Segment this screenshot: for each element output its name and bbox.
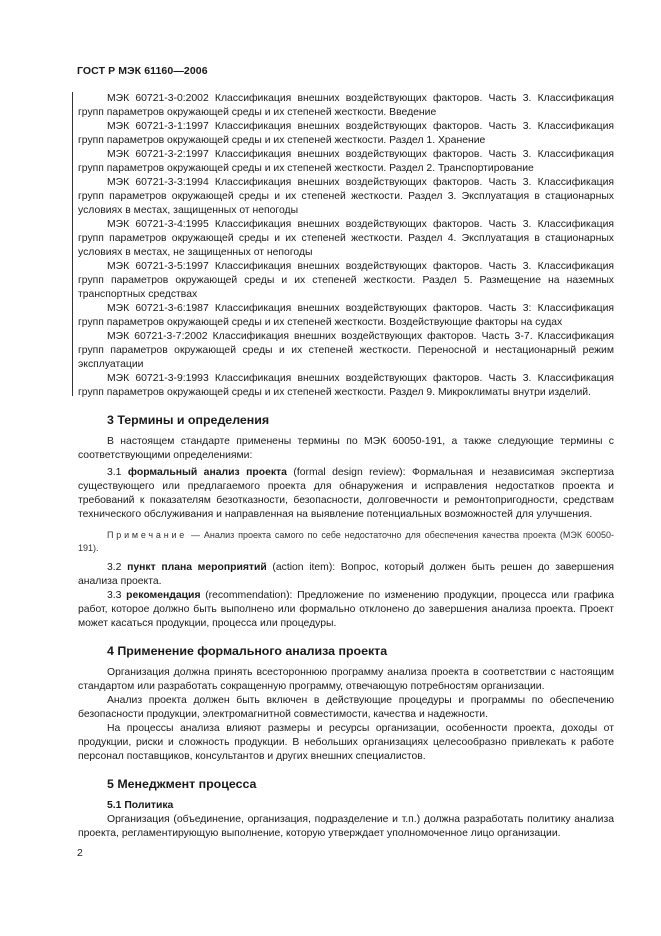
term-definition: (action item): Вопрос, который должен быть решен до завершения анализа проекта.: [78, 562, 614, 587]
term-definition: (recommendation): Предложение по изменению продукции, процесса или графика работ, которое должно быть выполнено или формально отклонено до завершения анализа проекта. Проект может касаться продукции, процесса или процедуры.: [78, 590, 614, 629]
reference-item: МЭК 60721-3-0:2002 Классификация внешних воздействующих факторов. Часть 3. Классификация групп параметров окружающей среды и их степеней жесткости. Введение: [78, 93, 614, 118]
normative-references: [78, 92, 614, 400]
reference-item: МЭК 60721-3-9:1993 Классификация внешних воздействующих факторов. Часть 3. Классификация групп параметров окружающей среды и их степеней жесткости. Раздел 9. Микроклиматы внутри изделий.: [78, 373, 614, 398]
section-4-paragraph: На процессы анализа влияют размеры и ресурсы организации, особенности проекта, доходы от продукции, риски и сложность продукции. В небольших организациях целесообразно привлекать к работе персонал поставщиков, консультантов и других внешних специалистов.: [78, 723, 614, 762]
page-header: ГОСТ Р МЭК 61160—2006: [77, 65, 208, 77]
reference-item: МЭК 60721-3-2:1997 Классификация внешних воздействующих факторов. Часть 3. Классификация групп параметров окружающей среды и их степеней жесткости. Раздел 2. Транспортирование: [78, 149, 614, 174]
reference-item: МЭК 60721-3-4:1995 Классификация внешних воздействующих факторов. Часть 3. Классификация групп параметров окружающей среды и их степеней жесткости. Раздел 4. Эксплуатация в стационарных условиях в местах, не защищенных от непогоды: [78, 219, 614, 258]
reference-item: МЭК 60721-3-6:1987 Классификация внешних воздействующих факторов. Часть 3: Классификация групп параметров окружающей среды и их степеней жесткости. Воздействующие факторы на судах: [78, 303, 614, 328]
section-5-heading: 5 Менеджмент процесса: [107, 777, 257, 791]
term-name: пункт плана мероприятий: [127, 562, 267, 573]
note: [78, 529, 614, 555]
term-name: формальный анализ проекта: [127, 467, 287, 478]
note-text: — Анализ проекта самого по себе недостаточно для обеспечения качества проекта (МЭК 60050-191).: [78, 530, 614, 553]
reference-item: МЭК 60721-3-5:1997 Классификация внешних воздействующих факторов. Часть 3. Классификация групп параметров окружающей среды и их степеней жесткости. Раздел 5. Размещение на наземных транспортных средствах: [78, 261, 614, 300]
subsection-5-1-heading: 5.1 Политика: [107, 800, 174, 811]
change-bar: [72, 92, 73, 396]
section-4-heading: 4 Применение формального анализа проекта: [107, 644, 388, 658]
reference-item: МЭК 60721-3-3:1994 Классификация внешних воздействующих факторов. Часть 3. Классификация групп параметров окружающей среды и их степеней жесткости. Раздел 3. Эксплуатация в стационарных условиях в местах, защищенных от непогоды: [78, 177, 614, 216]
section-3-heading: 3 Термины и определения: [107, 413, 270, 427]
reference-item: МЭК 60721-3-1:1997 Классификация внешних воздействующих факторов. Часть 3. Классификация групп параметров окружающей среды и их степеней жесткости. Раздел 1. Хранение: [78, 121, 614, 146]
section-4-paragraph: Анализ проекта должен быть включен в действующие процедуры и программы по обеспечению безопасности продукции, электромагнитной совместимости, качества и надежности.: [78, 695, 614, 720]
section-3-intro: В настоящем стандарте применены термины по МЭК 60050-191, а также следующие термины с соответствующими определениями:: [78, 436, 614, 461]
note-label: Примечание: [107, 530, 188, 540]
term-3-1: [78, 466, 614, 522]
term-definition: (formal design review): Формальная и независимая экспертиза существующего или предлагаемого проекта для обнаружения и исправления недостатков проекта и требований к показателям безотказности, безопасности, долговечности и ремонтопригодности, средствам технического обслуживания и направленная на выявление потенциальных возможностей для улучшения.: [78, 467, 614, 520]
page-number: 2: [77, 848, 83, 859]
term-3-2: [78, 561, 614, 589]
term-number: 3.2: [107, 562, 128, 573]
page-content: [78, 92, 614, 841]
section-4-paragraph: Организация должна принять всестороннюю программу анализа проекта в соответствии с настоящим стандартом или разработать сокращенную программу, отвечающую потребностям организации.: [78, 667, 614, 692]
reference-item: МЭК 60721-3-7:2002 Классификация внешних воздействующих факторов. Часть 3-7. Классификация групп параметров окружающей среды и их степеней жесткости. Переносной и нестационарный режим эксплуатации: [78, 331, 614, 370]
term-3-3: [78, 589, 614, 631]
term-name: рекомендация: [126, 590, 201, 601]
term-number: 3.3: [107, 590, 127, 601]
section-5-paragraph: Организация (объединение, организация, подразделение и т.п.) должна разработать политику анализа проекта, регламентирующую выполнение, которую утверждает уполномоченное лицо организации.: [78, 814, 614, 839]
term-number: 3.1: [107, 467, 128, 478]
